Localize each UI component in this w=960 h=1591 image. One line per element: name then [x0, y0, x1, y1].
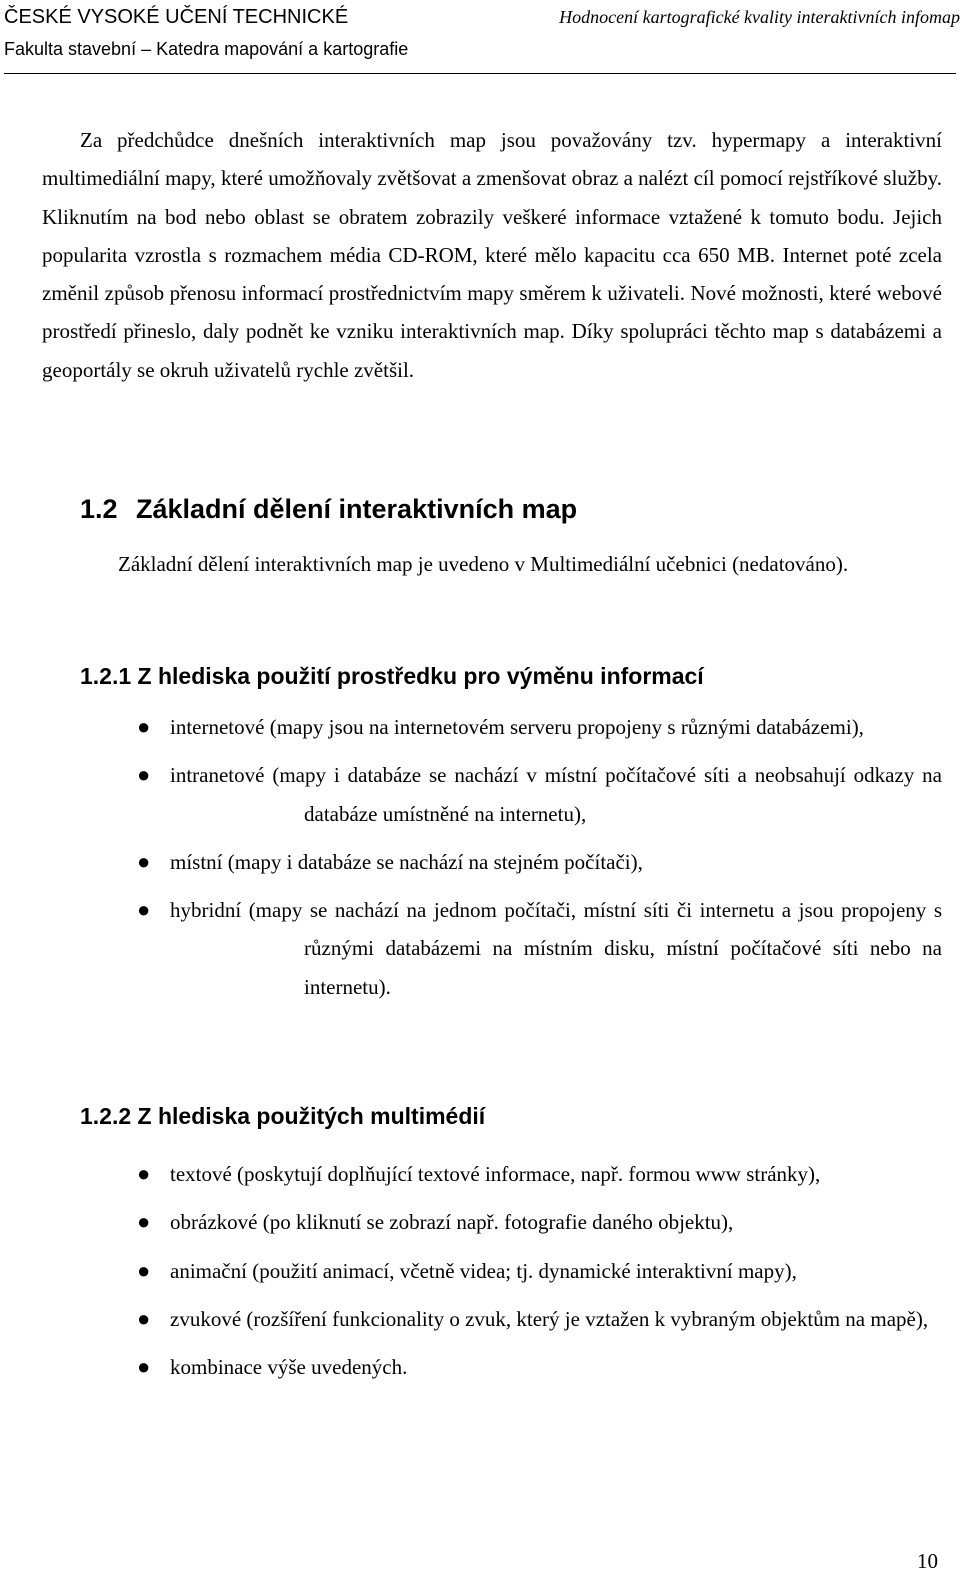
subsection-heading-1-2-1: 1.2.1 Z hlediska použití prostředku pro výměnu informací — [80, 663, 704, 689]
section-heading-1-2 — [80, 493, 577, 525]
bullet-icon: ● — [137, 1161, 151, 1186]
bullet-icon: ● — [137, 1209, 151, 1235]
list-item: ● obrázkové (po kliknutí se zobrazí např. fotografie daného objektu), — [0, 1203, 942, 1241]
document-title: Hodnocení kartografické kvality interaktivních infomap — [559, 7, 960, 27]
bullet-icon: ● — [137, 1354, 151, 1380]
bullet-icon: ● — [137, 1305, 151, 1331]
bullet-icon: ● — [137, 848, 151, 874]
list-item: ● internetové (mapy jsou na internetovém serveru propojeny s různými databázemi), — [0, 708, 942, 746]
section-title: Základní dělení interaktivních map — [136, 494, 578, 524]
section-1-2-text: Základní dělení interaktivních map je uvedeno v Multimediální učebnici (nedatováno). — [118, 552, 849, 576]
bullet-icon: ● — [137, 762, 151, 788]
bullet-icon: ● — [137, 1257, 151, 1283]
section-1-2-paragraph — [42, 545, 942, 583]
list-item: ● místní (mapy i databáze se nachází na stejném počítači), — [0, 843, 942, 881]
bullet-icon: ● — [137, 897, 151, 923]
header-rule — [4, 73, 956, 74]
page-number: 10 — [917, 1549, 938, 1573]
bullet-icon: ● — [137, 714, 151, 739]
list-1-2-2 — [0, 1155, 960, 1386]
list-item: ● textové (poskytují doplňující textové informace, např. formou www stránky), — [0, 1155, 942, 1193]
list-item: ● zvukové (rozšíření funkcionality o zvuk, který je vztažen k vybraným objektům na mapě), — [0, 1300, 942, 1338]
university-name: ČESKÉ VYSOKÉ UČENÍ TECHNICKÉ — [4, 6, 349, 28]
intro-text: Za předchůdce dnešních interaktivních map jsou považovány tzv. hypermapy a interaktivní multimediální mapy, které umožňovaly zvětšovat a zmenšovat obraz a nalézt cíl pomocí rejstříkové služby. Kliknutím na bod nebo oblast se obratem zobrazily veškeré informace vztažené k tomuto bodu. Jejich popularita vzrostla s rozmachem média CD-ROM, které mělo kapacitu cca 650 MB. Internet poté zcela změnil způsob přenosu informací prostřednictvím mapy směrem k uživateli. Nové možnosti, které webové prostředí přineslo, daly podnět ke vzniku interaktivních map. Díky spolupráci těchto map s databázemi a geoportály se okruh uživatelů rychle zvětšil. — [42, 128, 942, 382]
page-header — [0, 0, 960, 80]
faculty-name: Fakulta stavební – Katedra mapování a kartografie — [4, 39, 409, 59]
intro-paragraph — [42, 121, 942, 389]
list-item: ● intranetové (mapy i databáze se nachází v místní počítačové síti a neobsahují odkazy na databáze umístněné na internetu), — [0, 756, 942, 833]
list-item: ● kombinace výše uvedených. — [0, 1348, 942, 1386]
list-1-2-1 — [0, 708, 960, 1006]
subsection-heading-1-2-2: 1.2.2 Z hlediska použitých multimédií — [80, 1103, 486, 1129]
section-number: 1.2 — [80, 494, 118, 524]
list-item: ● animační (použití animací, včetně videa; tj. dynamické interaktivní mapy), — [0, 1252, 942, 1290]
list-item: ● hybridní (mapy se nachází na jednom počítači, místní síti či internetu a jsou propojeny s různými databázemi na místním disku, místní počítačové síti nebo na internetu). — [0, 891, 942, 1006]
